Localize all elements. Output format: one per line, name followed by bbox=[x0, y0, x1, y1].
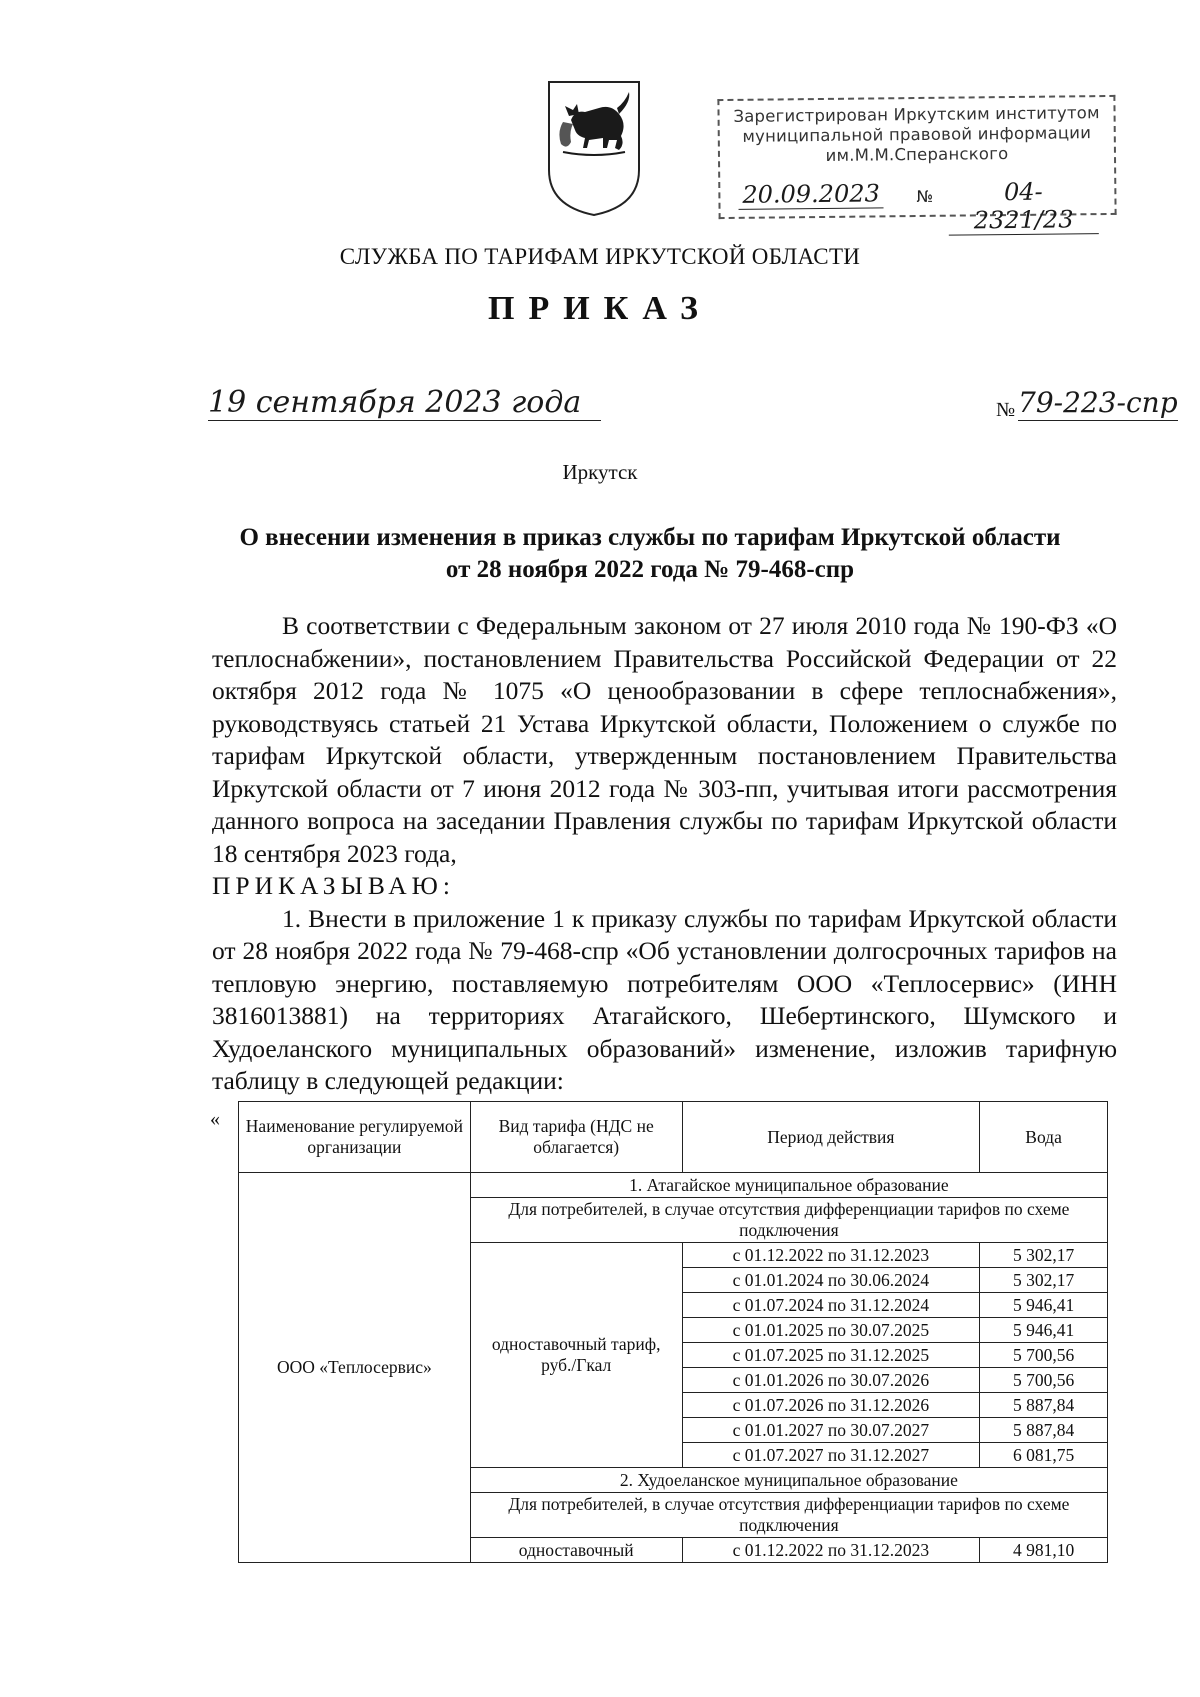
consumers-note-2: Для потребителей, в случае отсутствия дифференциации тарифов по схеме подключения bbox=[470, 1493, 1107, 1538]
order-date: 19 сентября 2023 года bbox=[208, 386, 601, 421]
tariff-table bbox=[238, 1101, 1108, 1563]
orders-keyword: ПРИКАЗЫВАЮ: bbox=[212, 871, 455, 900]
value-cell: 5 302,17 bbox=[980, 1243, 1108, 1268]
city-name: Иркутск bbox=[562, 460, 638, 484]
header-period: Период действия bbox=[682, 1102, 980, 1173]
order-subject bbox=[190, 522, 1110, 586]
agency-name: СЛУЖБА ПО ТАРИФАМ ИРКУТСКОЙ ОБЛАСТИ bbox=[339, 244, 861, 269]
value-cell: 5 946,41 bbox=[980, 1293, 1108, 1318]
value-cell: 5 887,84 bbox=[980, 1393, 1108, 1418]
stamp-registration bbox=[738, 175, 1098, 235]
table-open-quote: « bbox=[210, 1108, 220, 1130]
period-cell: с 01.07.2027 по 31.12.2027 bbox=[682, 1443, 980, 1468]
table-header-row bbox=[239, 1102, 1108, 1173]
subject-line-1: О внесении изменения в приказ службы по тарифам Иркутской области bbox=[239, 524, 1061, 551]
header-water: Вода bbox=[980, 1102, 1108, 1173]
stamp-reg-number: 04-2321/23 bbox=[948, 177, 1099, 236]
period-cell: с 01.07.2024 по 31.12.2024 bbox=[682, 1293, 980, 1318]
period-cell: с 01.01.2025 по 30.07.2025 bbox=[682, 1318, 980, 1343]
value-cell: 5 887,84 bbox=[980, 1418, 1108, 1443]
header-tariff-type: Вид тарифа (НДС не облагается) bbox=[470, 1102, 682, 1173]
period-cell: с 01.01.2026 по 30.07.2026 bbox=[682, 1368, 980, 1393]
registration-stamp bbox=[717, 95, 1116, 235]
tariff-kind-2: одноставочный bbox=[470, 1538, 682, 1563]
value-cell: 5 700,56 bbox=[980, 1368, 1108, 1393]
period-cell: с 01.01.2024 по 30.06.2024 bbox=[682, 1268, 980, 1293]
organization-cell: ООО «Теплосервис» bbox=[239, 1173, 471, 1563]
period-cell: с 01.01.2027 по 30.07.2027 bbox=[682, 1418, 980, 1443]
section-2-title: 2. Худоеланское муниципальное образование bbox=[470, 1468, 1107, 1493]
stamp-line-2: муниципальной правовой информации bbox=[742, 123, 1092, 146]
value-cell: 6 081,75 bbox=[980, 1443, 1108, 1468]
value-cell: 5 700,56 bbox=[980, 1343, 1108, 1368]
item-1-paragraph: 1. Внести в приложение 1 к приказу службы по тарифам Иркутской области от 28 ноября 2022 года № 79-468-спр «Об установлении долгосрочных тарифов на тепловую энергию, поставляемую потребителям ООО «Теплосервис» (ИНН 3816013881) на территориях Атагайского, Шебертинского, Шумского и Худоеланского муниципальных образований» изменение, изложив тарифную таблицу в следующей редакции: bbox=[212, 903, 1117, 1095]
stamp-reg-number-label: № bbox=[916, 186, 934, 207]
value-cell: 5 946,41 bbox=[980, 1318, 1108, 1343]
stamp-line-3: им.М.М.Сперанского bbox=[825, 144, 1009, 165]
document-type-title: ПРИКАЗ bbox=[488, 290, 712, 327]
order-number-label: № bbox=[996, 399, 1016, 421]
section-row bbox=[239, 1173, 1108, 1198]
header-org: Наименование регулируемой организации bbox=[239, 1102, 471, 1173]
tariff-kind-1: одноставочный тариф, руб./Гкал bbox=[470, 1243, 682, 1468]
period-cell: с 01.07.2026 по 31.12.2026 bbox=[682, 1393, 980, 1418]
subject-line-2: от 28 ноября 2022 года № 79-468-спр bbox=[445, 556, 855, 583]
preamble-paragraph: В соответствии с Федеральным законом от 27 июля 2010 года № 190-ФЗ «О теплоснабжении», постановлением Правительства Российской Федерации от 22 октября 2012 года № 1075 «О ценообразовании в сфере теплоснабжения», руководствуясь статьей 21 Устава Иркутской области, Положением о службе по тарифам Иркутской области, утвержденным постановлением Правительства Иркутской области от 7 июня 2012 года № 303-пп, учитывая итоги рассмотрения данного вопроса на заседании Правления службы по тарифам Иркутской области 18 сентября 2023 года, bbox=[212, 611, 1117, 868]
period-cell: с 01.12.2022 по 31.12.2023 bbox=[682, 1243, 980, 1268]
coat-of-arms-icon bbox=[545, 78, 643, 218]
section-1-title: 1. Атагайское муниципальное образование bbox=[470, 1173, 1107, 1198]
stamp-line-1: Зарегистрирован Иркутским институтом bbox=[733, 103, 1100, 126]
period-cell: с 01.07.2025 по 31.12.2025 bbox=[682, 1343, 980, 1368]
order-body bbox=[212, 610, 1117, 1098]
order-number: 79-223-спр bbox=[1018, 386, 1178, 419]
stamp-reg-date: 20.09.2023 bbox=[738, 179, 884, 210]
value-cell: 5 302,17 bbox=[980, 1268, 1108, 1293]
consumers-note-1: Для потребителей, в случае отсутствия дифференциации тарифов по схеме подключения bbox=[470, 1198, 1107, 1243]
period-cell: с 01.12.2022 по 31.12.2023 bbox=[682, 1538, 980, 1563]
value-cell: 4 981,10 bbox=[980, 1538, 1108, 1563]
